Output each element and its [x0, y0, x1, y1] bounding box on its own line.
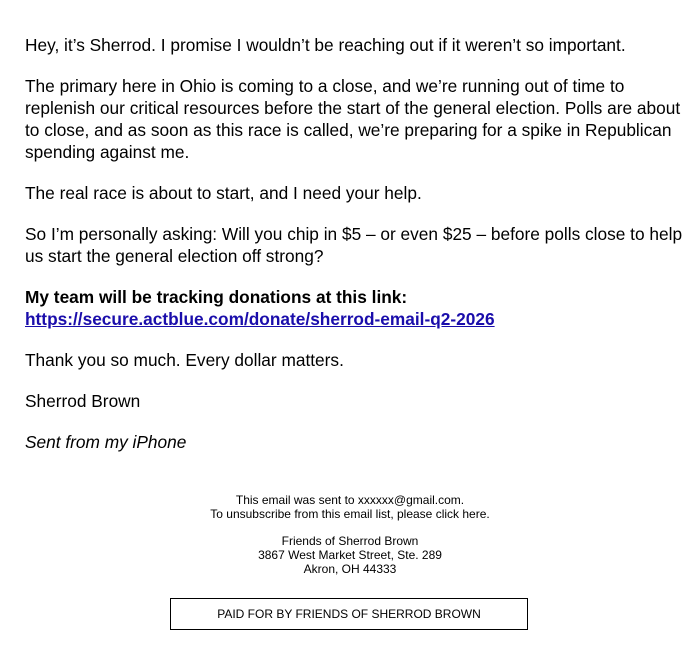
- signature-sent-from: Sent from my iPhone: [25, 432, 187, 452]
- tracking-text: My team will be tracking donations at this link:: [25, 287, 408, 307]
- email-body: [25, 34, 685, 472]
- greeting-paragraph: Hey, it’s Sherrod. I promise I wouldn’t be reaching out if it weren’t so important.: [25, 35, 626, 55]
- address-line-2: Akron, OH 44333: [303, 562, 397, 576]
- signature: [25, 390, 685, 453]
- tracking-paragraph: [25, 286, 685, 330]
- address-line-1: 3867 West Market Street, Ste. 289: [258, 548, 442, 562]
- unsubscribe-link[interactable]: To unsubscribe from this email list, please click here.: [210, 507, 490, 521]
- thanks-paragraph: Thank you so much. Every dollar matters.: [25, 350, 344, 370]
- paid-for-disclaimer: PAID FOR BY FRIENDS OF SHERROD BROWN: [170, 598, 528, 630]
- email-footer: [0, 493, 700, 576]
- real-race-paragraph: The real race is about to start, and I need your help.: [25, 183, 422, 203]
- primary-paragraph: The primary here in Ohio is coming to a close, and we’re running out of time to replenish our critical resources before the start of the general election. Polls are about to close, and as soon as this race is called, we’re preparing for a spike in Republican spending against me.: [25, 76, 681, 162]
- signature-name: Sherrod Brown: [25, 391, 141, 411]
- sent-to-text: This email was sent to xxxxxx@gmail.com.: [235, 493, 465, 507]
- org-name: Friends of Sherrod Brown: [281, 534, 419, 548]
- footer-spacer: [0, 521, 700, 534]
- donate-link[interactable]: https://secure.actblue.com/donate/sherrod-email-q2-2026: [25, 309, 495, 329]
- ask-paragraph: So I’m personally asking: Will you chip in $5 – or even $25 – before polls close to help us start the general election off strong?: [25, 224, 683, 266]
